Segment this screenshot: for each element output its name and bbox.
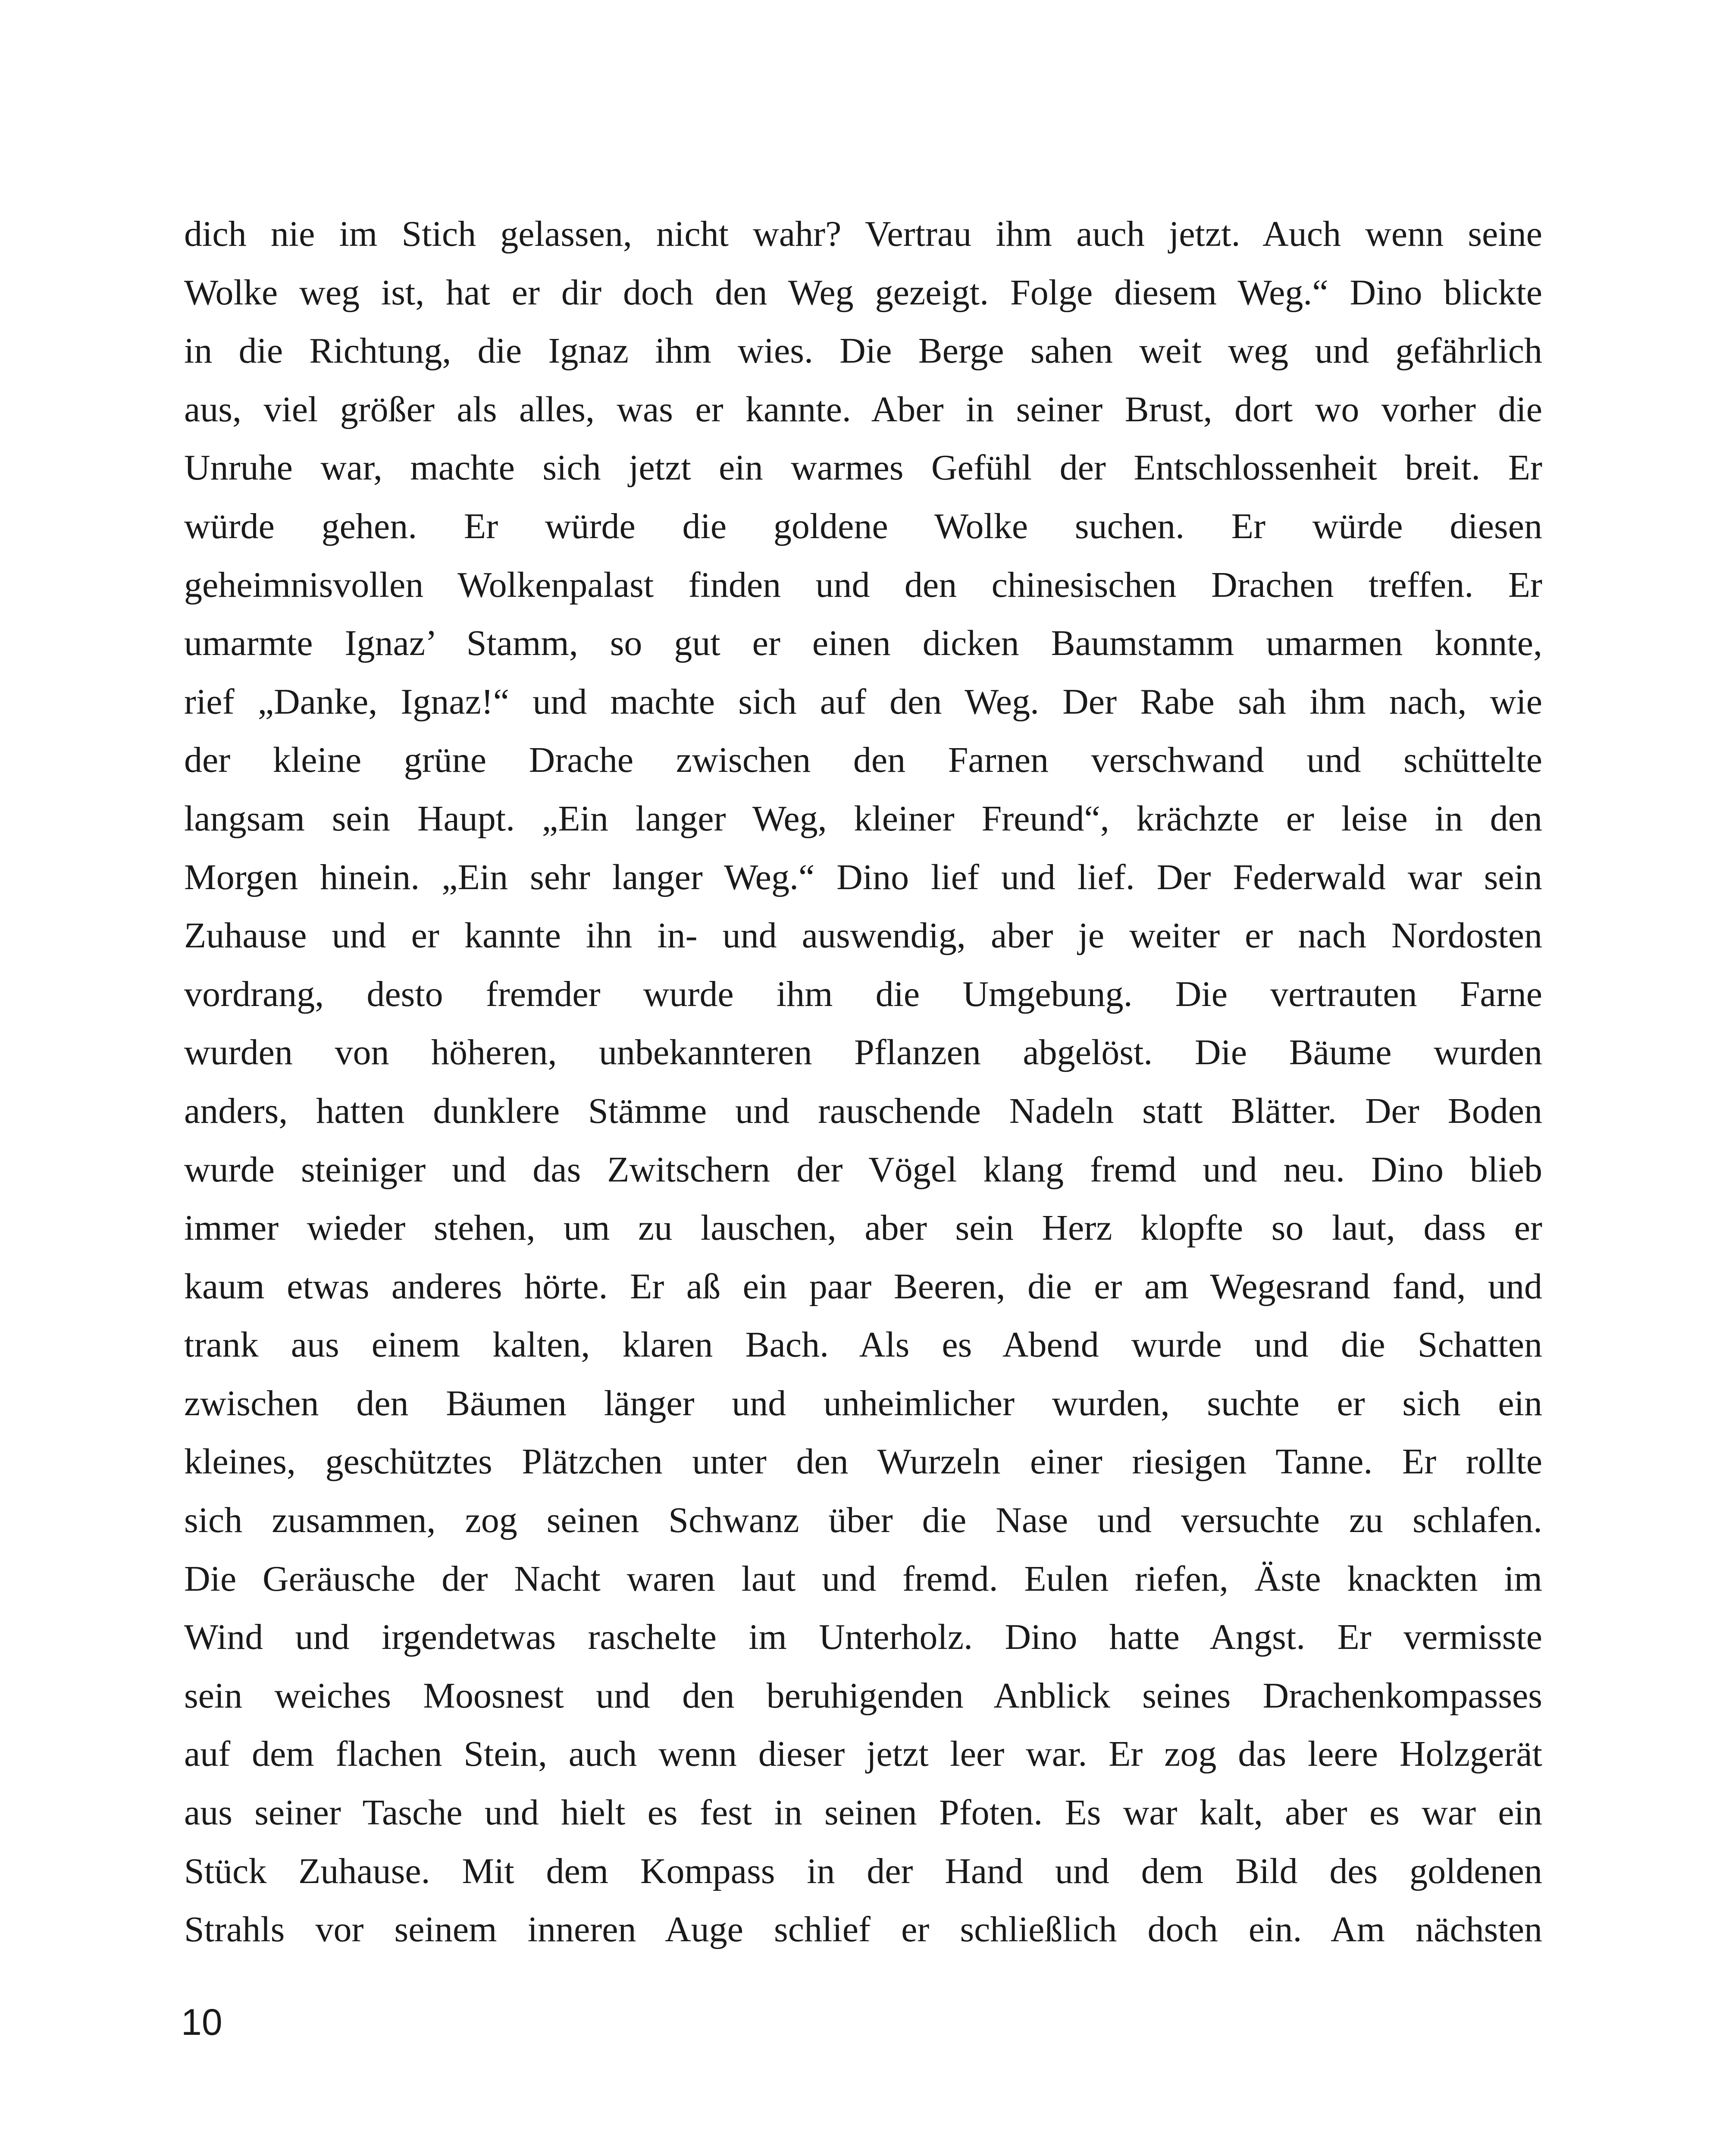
text-line: anders, hatten dunklere Stämme und rauschende Nadeln statt Blätter. Der Boden <box>184 1091 1542 1131</box>
text-line: dich nie im Stich gelassen, nicht wahr? Vertrau ihm auch jetzt. Auch wenn seine <box>184 214 1542 254</box>
text-line: Zuhause und er kannte ihn in- und auswendig, aber je weiter er nach Nordosten <box>184 915 1542 956</box>
text-line: rief „Danke, Ignaz!“ und machte sich auf den Weg. Der Rabe sah ihm nach, wie <box>184 681 1542 722</box>
text-line: Die Geräusche der Nacht waren laut und fremd. Eulen riefen, Äste knackten im <box>184 1558 1542 1599</box>
text-line: sich zusammen, zog seinen Schwanz über die Nase und versuchte zu schlafen. <box>184 1500 1542 1541</box>
body-text <box>184 205 1542 1959</box>
text-line: geheimnisvollen Wolkenpalast finden und den chinesischen Drachen treffen. Er <box>184 564 1542 605</box>
text-line: aus, viel größer als alles, was er kannte. Aber in seiner Brust, dort wo vorher die <box>184 389 1542 429</box>
text-line: langsam sein Haupt. „Ein langer Weg, kleiner Freund“, krächzte er leise in den <box>184 798 1542 839</box>
text-line: Unruhe war, machte sich jetzt ein warmes Gefühl der Entschlossenheit breit. Er <box>184 448 1542 488</box>
text-line: vordrang, desto fremder wurde ihm die Umgebung. Die vertrauten Farne <box>184 974 1542 1014</box>
text-line: Strahls vor seinem inneren Auge schlief er schließlich doch ein. Am nächsten <box>184 1909 1542 1950</box>
text-line: wurde steiniger und das Zwitschern der Vögel klang fremd und neu. Dino blieb <box>184 1149 1542 1190</box>
text-line: trank aus einem kalten, klaren Bach. Als es Abend wurde und die Schatten <box>184 1325 1542 1365</box>
text-line: aus seiner Tasche und hielt es fest in seinen Pfoten. Es war kalt, aber es war ein <box>184 1792 1542 1833</box>
text-line: wurden von höheren, unbekannteren Pflanzen abgelöst. Die Bäume wurden <box>184 1032 1542 1073</box>
text-line: kaum etwas anderes hörte. Er aß ein paar Beeren, die er am Wegesrand fand, und <box>184 1266 1542 1307</box>
text-line: würde gehen. Er würde die goldene Wolke suchen. Er würde diesen <box>184 506 1542 546</box>
text-line: Wolke weg ist, hat er dir doch den Weg gezeigt. Folge diesem Weg.“ Dino blickte <box>184 272 1542 313</box>
text-line: sein weiches Moosnest und den beruhigenden Anblick seines Drachenkompasses <box>184 1675 1542 1716</box>
text-line: auf dem flachen Stein, auch wenn dieser jetzt leer war. Er zog das leere Holzgerät <box>184 1734 1542 1774</box>
text-line: in die Richtung, die Ignaz ihm wies. Die Berge sahen weit weg und gefährlich <box>184 331 1542 371</box>
text-line: Wind und irgendetwas raschelte im Unterholz. Dino hatte Angst. Er vermisste <box>184 1617 1542 1658</box>
text-line: der kleine grüne Drache zwischen den Farnen verschwand und schüttelte <box>184 740 1542 780</box>
text-line: Morgen hinein. „Ein sehr langer Weg.“ Dino lief und lief. Der Federwald war sein <box>184 857 1542 897</box>
text-line: umarmte Ignaz’ Stamm, so gut er einen dicken Baumstamm umarmen konnte, <box>184 623 1542 664</box>
text-line: Stück Zuhause. Mit dem Kompass in der Hand und dem Bild des goldenen <box>184 1851 1542 1891</box>
page-number: 10 <box>181 2002 222 2043</box>
text-line: zwischen den Bäumen länger und unheimlicher wurden, suchte er sich ein <box>184 1383 1542 1423</box>
text-line: immer wieder stehen, um zu lauschen, aber sein Herz klopfte so laut, dass er <box>184 1208 1542 1248</box>
text-line: kleines, geschütztes Plätzchen unter den Wurzeln einer riesigen Tanne. Er rollte <box>184 1442 1542 1482</box>
